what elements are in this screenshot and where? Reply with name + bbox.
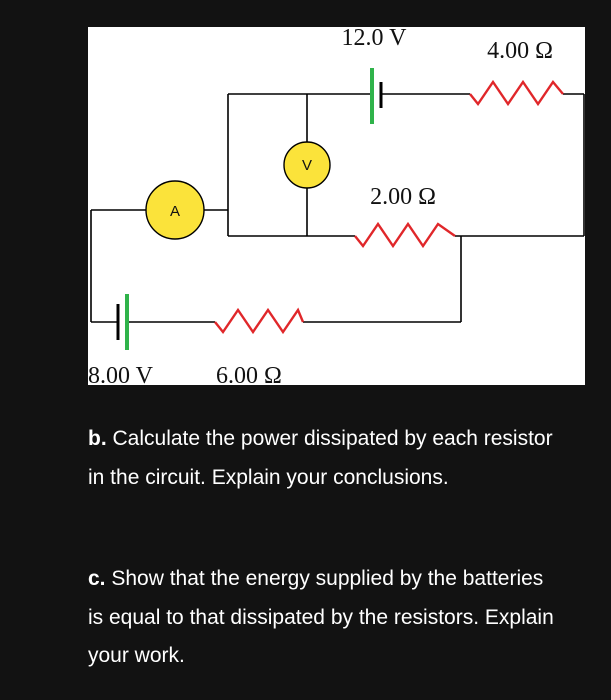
question-b-letter: b. xyxy=(88,427,107,450)
question-c xyxy=(88,560,558,676)
ammeter xyxy=(146,181,204,239)
resistor-top-label: 4.00 Ω xyxy=(487,38,553,64)
question-b xyxy=(88,420,558,497)
voltmeter xyxy=(284,142,330,188)
battery-left-label: 8.00 V xyxy=(88,363,153,389)
resistor-bottom-label: 6.00 Ω xyxy=(216,363,282,389)
voltmeter-label: V xyxy=(301,157,313,174)
question-b-text: Calculate the power dissipated by each resistor in the circuit. Explain your conclusions. xyxy=(88,427,553,489)
resistor-middle-label: 2.00 Ω xyxy=(370,184,436,210)
battery-top-label: 12.0 V xyxy=(341,25,407,51)
question-c-text: Show that the energy supplied by the batteries is equal to that dissipated by the resistors. Explain your work. xyxy=(88,567,554,667)
question-c-letter: c. xyxy=(88,567,106,590)
ammeter-label: A xyxy=(169,203,181,220)
